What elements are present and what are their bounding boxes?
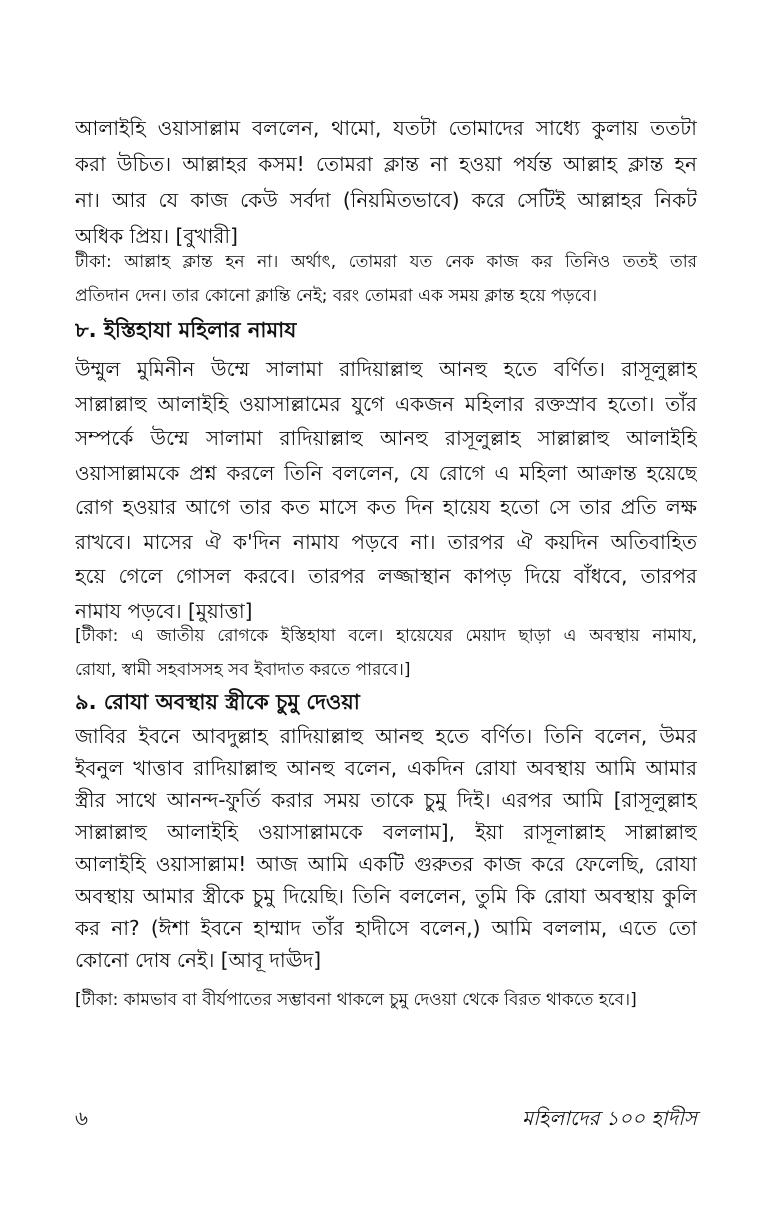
note-line: [টীকা: কামভাব বা বীর্যপাতের সম্ভাবনা থাকলে চুমু দেওয়া থেকে বিরত থাকতে হবে।] — [75, 990, 637, 1010]
text-line: হয়ে গেলে গোসল করবে। তারপর লজ্জাস্থান কাপড় দিয়ে বাঁধবে, তারপর — [75, 564, 697, 588]
text-line: অধিক প্রিয়। [বুখারী] — [75, 224, 238, 248]
text-line: ইবনুল খাত্তাব রাদিয়াল্লাহু আনহু বলেন, একদিন রোযা অবস্থায় আমি আমার — [75, 756, 697, 780]
text-line: অবস্থায় আমার স্ত্রীকে চুমু দিয়েছি। তিনি বললেন, তুমি কি রোযা অবস্থায় কুলি — [75, 884, 697, 908]
text-line: ওয়াসাল্লামকে প্রশ্ন করলে তিনি বললেন, যে রোগে এ মহিলা আক্রান্ত হয়েছে — [75, 460, 697, 485]
text-line: স্ত্রীর সাথে আনন্দ-ফুর্তি করার সময় তাকে চুমু দিই। এরপর আমি [রাসূলুল্লাহ — [75, 788, 697, 812]
text-line: জাবির ইবনে আবদুল্লাহ রাদিয়াল্লাহু আনহু হতে বর্ণিত। তিনি বলেন, উমর — [75, 724, 697, 748]
heading-hadith-8: ৮. ইস্তিহাযা মহিলার নামায — [75, 318, 297, 342]
note-hadith-8 — [75, 619, 697, 687]
text-line: নামায পড়বে। [মুয়াত্তা] — [75, 598, 253, 623]
paragraph-hadith-8 — [75, 352, 697, 628]
note-hadith-7 — [75, 245, 697, 313]
page-number: ৬ — [75, 1106, 89, 1130]
text-line: সাল্লাল্লাহু আলাইহি ওয়াসাল্লামকে বললাম], ইয়া রাসূলাল্লাহ সাল্লাল্লাহু — [75, 820, 697, 844]
text-line: কর না? (ঈশা ইবনে হাম্মাদ তাঁর হাদীসে বলেন,) আমি বললাম, এতে তো — [75, 916, 697, 940]
running-footer-title: মহিলাদের ১০০ হাদীস — [521, 1106, 697, 1130]
text-line: কোনো দোষ নেই। [আবূ দাঊদ] — [75, 948, 322, 972]
note-hadith-9 — [75, 983, 697, 1017]
text-line: সম্পর্কে উম্মে সালামা রাদিয়াল্লাহু আনহু রাসূলুল্লাহ সাল্লাল্লাহু আলাইহি — [75, 426, 697, 450]
text-line: না। আর যে কাজ কেউ সর্বদা (নিয়মিতভাবে) করে সেটিই আল্লাহর নিকট — [75, 188, 697, 212]
paragraph-hadith-7-end — [75, 110, 697, 254]
text-line: করা উচিত। আল্লাহর কসম! তোমরা ক্লান্ত না হওয়া পর্যন্ত আল্লাহ ক্লান্ত হন — [75, 152, 697, 176]
text-line: উম্মুল মুমিনীন উম্মে সালামা রাদিয়াল্লাহু আনহু হতে বর্ণিত। রাসূলুল্লাহ — [75, 357, 697, 381]
text-line: সাল্লাল্লাহু আলাইহি ওয়াসাল্লামের যুগে একজন মহিলার রক্তস্রাব হতো। তাঁর — [75, 391, 697, 416]
heading-hadith-9: ৯. রোযা অবস্থায় স্ত্রীকে চুমু দেওয়া — [75, 690, 360, 714]
text-line: আলাইহি ওয়াসাল্লাম! আজ আমি একটি গুরুতর কাজ করে ফেলেছি, রোযা — [75, 852, 697, 876]
note-line: রোযা, স্বামী সহবাসসহ সব ইবাদাত করতে পারবে।] — [75, 660, 411, 680]
note-line: প্রতিদান দেন। তার কোনো ক্লান্তি নেই; বরং তোমরা এক সময় ক্লান্ত হয়ে পড়বে। — [75, 286, 598, 306]
text-line: রাখবে। মাসের ঐ ক'দিন নামায পড়বে না। তারপর ঐ কয়দিন অতিবাহিত — [75, 529, 697, 554]
note-line: টীকা: আল্লাহ ক্লান্ত হন না। অর্থাৎ, তোমরা যত নেক কাজ কর তিনিও ততই তার — [75, 252, 697, 272]
paragraph-hadith-9 — [75, 720, 697, 976]
text-line: আলাইহি ওয়াসাল্লাম বললেন, থামো, যতটা তোমাদের সাধ্যে কুলায় ততটা — [75, 116, 697, 140]
note-line: [টীকা: এ জাতীয় রোগকে ইস্তিহাযা বলে। হায়েযের মেয়াদ ছাড়া এ অবস্থায় নামায, — [75, 626, 697, 646]
text-line: রোগ হওয়ার আগে তার কত মাসে কত দিন হায়েয হতো সে তার প্রতি লক্ষ — [75, 495, 697, 519]
